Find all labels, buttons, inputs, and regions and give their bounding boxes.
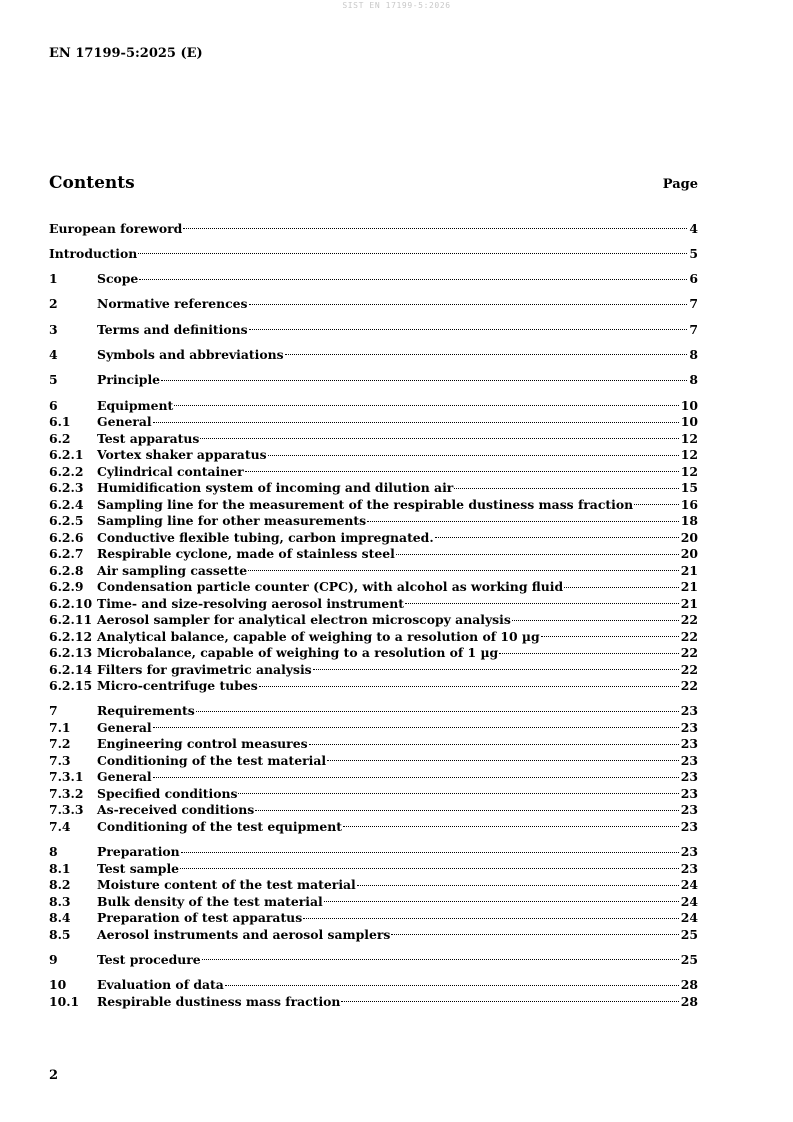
- toc-entry-page: 24: [680, 893, 698, 909]
- toc-entry-page: 21: [680, 562, 698, 578]
- toc-entry-page: 28: [680, 993, 698, 1009]
- dot-leader: [357, 873, 679, 890]
- toc-entry-number: 8: [49, 844, 58, 860]
- toc-entry-number: 7.1: [49, 719, 71, 735]
- toc-entry-number: 6.2.8: [49, 562, 84, 578]
- toc-entry-number: 6.2.1: [49, 447, 84, 463]
- toc-entry-title: Air sampling cassette: [97, 562, 248, 578]
- toc-entry-page: 6: [689, 271, 698, 287]
- toc-entry-number: 7.3.3: [49, 802, 84, 818]
- toc-entry-title: Terms and definitions: [97, 321, 248, 337]
- toc-entry-number: 10: [49, 977, 67, 993]
- toc-entry-page: 20: [680, 529, 698, 545]
- toc-entry-title: Respirable dustiness mass fraction: [97, 993, 341, 1009]
- toc-entry[interactable]: [49, 292, 698, 312]
- toc-entry-page: 23: [680, 769, 698, 785]
- toc-entry-title: Scope: [97, 271, 139, 287]
- toc-entry-number: 7.2: [49, 736, 71, 752]
- toc-entry-title: Aerosol sampler for analytical electron microscopy analysis: [97, 612, 511, 628]
- toc-entry-number: 7: [49, 703, 58, 719]
- toc-entry-page: 23: [680, 703, 698, 719]
- toc-entry-number: 6.2.3: [49, 480, 84, 496]
- toc-entry-number: 6.2.14: [49, 661, 93, 677]
- toc-entry-title: Micro-centrifuge tubes: [97, 678, 258, 694]
- toc-entry-page: 23: [680, 736, 698, 752]
- toc-entry-page: 21: [680, 595, 698, 611]
- toc-entry-page: 23: [680, 785, 698, 801]
- toc-entry-title: Preparation of test apparatus: [97, 910, 303, 926]
- toc-entry-number: 6.2.13: [49, 645, 93, 661]
- toc-entry-page: 23: [680, 752, 698, 768]
- toc-entry-page: 22: [680, 612, 698, 628]
- toc-entry-page: 4: [689, 220, 698, 236]
- toc-entry-page: 23: [680, 818, 698, 834]
- toc-entry-page: 22: [680, 661, 698, 677]
- dot-leader: [183, 216, 687, 233]
- toc-entry-title: Bulk density of the test material: [97, 893, 323, 909]
- toc-entry-page: 7: [689, 296, 698, 312]
- dot-leader: [259, 674, 679, 691]
- toc-entry-number: 6.2.4: [49, 496, 84, 512]
- toc-entry-title: General: [97, 719, 152, 735]
- dot-leader: [285, 342, 688, 359]
- toc-entry-title: Specified conditions: [97, 785, 238, 801]
- dot-leader: [200, 426, 678, 443]
- toc-entry-title: Aerosol instruments and aerosol samplers: [97, 926, 391, 942]
- toc-entry[interactable]: [49, 699, 698, 719]
- dot-leader: [303, 906, 679, 923]
- toc-entry[interactable]: [49, 947, 698, 967]
- toc-entry-page: 22: [680, 628, 698, 644]
- toc-entry-title: Time- and size-resolving aerosol instrument: [97, 595, 405, 611]
- toc-entry-title: Condensation particle counter (CPC), with alcohol as working fluid: [97, 579, 564, 595]
- toc-entry-page: 23: [680, 719, 698, 735]
- toc-entry-page: 23: [680, 844, 698, 860]
- toc-entry-page: 12: [680, 463, 698, 479]
- toc-entry-number: 2: [49, 296, 58, 312]
- toc-entry-page: 10: [680, 414, 698, 430]
- toc-entry-title: General: [97, 414, 152, 430]
- toc-entry-page: 8: [689, 372, 698, 388]
- toc-entry-number: 6.2.5: [49, 513, 84, 529]
- toc-entry-title: Evaluation of data: [97, 977, 224, 993]
- toc-entry-page: 24: [680, 910, 698, 926]
- dot-leader: [512, 608, 679, 625]
- toc-entry-number: 5: [49, 372, 58, 388]
- toc-entry-number: 9: [49, 951, 58, 967]
- dot-leader: [367, 509, 679, 526]
- toc-entry-page: 21: [680, 579, 698, 595]
- toc-entry-page: 25: [680, 951, 698, 967]
- toc-entry-title: Respirable cyclone, made of stainless steel: [97, 546, 395, 562]
- dot-leader: [249, 292, 688, 309]
- toc-entry-title: Sampling line for the measurement of the respirable dustiness mass fraction: [97, 496, 634, 512]
- toc-entry-title: Humidification system of incoming and dilution air: [97, 480, 454, 496]
- dot-leader: [343, 814, 679, 831]
- dot-leader: [248, 558, 679, 575]
- dot-leader: [196, 699, 679, 716]
- dot-leader: [153, 765, 679, 782]
- toc-entry[interactable]: [49, 368, 698, 388]
- toc-entry[interactable]: [49, 840, 698, 860]
- toc-entry-page: 15: [680, 480, 698, 496]
- page-number: 2: [49, 1068, 59, 1083]
- dot-leader: [225, 973, 679, 990]
- toc-entry-title: Conditioning of the test equipment: [97, 818, 343, 834]
- dot-leader: [181, 840, 679, 857]
- dot-leader: [454, 476, 678, 493]
- toc-entry-page: 7: [689, 321, 698, 337]
- dot-leader: [249, 317, 688, 334]
- toc-entry-page: 23: [680, 860, 698, 876]
- dot-leader: [180, 856, 679, 873]
- toc-entry-number: 6.2.12: [49, 628, 93, 644]
- toc-entry-number: 6: [49, 397, 58, 413]
- toc-entry-page: 23: [680, 802, 698, 818]
- toc-entry-number: 1: [49, 271, 58, 287]
- toc-entry-number: 8.2: [49, 877, 71, 893]
- toc-entry-number: 7.3.2: [49, 785, 84, 801]
- toc-entry-number: 6.1: [49, 414, 71, 430]
- toc-entry-number: 6.2.15: [49, 678, 93, 694]
- toc-entry-page: 18: [680, 513, 698, 529]
- toc-entry-page: 22: [680, 678, 698, 694]
- toc-entry-title: Sampling line for other measurements: [97, 513, 367, 529]
- dot-leader: [391, 922, 678, 939]
- toc-entry-number: 6.2.9: [49, 579, 84, 595]
- toc-entry-title: Vortex shaker apparatus: [97, 447, 267, 463]
- toc-entry-title: Conditioning of the test material: [97, 752, 327, 768]
- dot-leader: [313, 657, 679, 674]
- toc-entry-page: 22: [680, 645, 698, 661]
- toc-entry-number: 8.4: [49, 910, 71, 926]
- toc-entry-number: 6.2.6: [49, 529, 84, 545]
- toc-entry-page: 24: [680, 877, 698, 893]
- toc-entry-title: Test sample: [97, 860, 180, 876]
- dot-leader: [564, 575, 679, 592]
- dot-leader: [139, 267, 687, 284]
- toc-entry-title: Microbalance, capable of weighing to a resolution of 1 µg: [97, 645, 499, 661]
- dot-leader: [138, 241, 687, 258]
- dot-leader: [634, 492, 679, 509]
- dot-leader: [245, 459, 679, 476]
- dot-leader: [153, 410, 679, 427]
- document-id: EN 17199-5:2025 (E): [49, 46, 203, 61]
- toc-entry-page: 28: [680, 977, 698, 993]
- toc-entry-title: Requirements: [97, 703, 195, 719]
- toc-entry-page: 25: [680, 926, 698, 942]
- toc-entry-number: 6.2: [49, 430, 71, 446]
- toc-entry-title: Test apparatus: [97, 430, 200, 446]
- toc-entry-title: Engineering control measures: [97, 736, 308, 752]
- dot-leader: [268, 443, 679, 460]
- toc-entry-page: 8: [689, 346, 698, 362]
- toc-entry[interactable]: [49, 216, 698, 236]
- dot-leader: [327, 748, 679, 765]
- dot-leader: [324, 889, 679, 906]
- toc-entry-number: 6.2.11: [49, 612, 93, 628]
- toc-entry-title: Normative references: [97, 296, 248, 312]
- toc-entry[interactable]: [49, 317, 698, 337]
- toc-entry-number: 6.2.2: [49, 463, 84, 479]
- toc-entry-title: Cylindrical container: [97, 463, 244, 479]
- dot-leader: [396, 542, 679, 559]
- toc-entry-title: European foreword: [49, 220, 183, 236]
- dot-leader: [341, 989, 678, 1006]
- toc-entry-number: 7.3.1: [49, 769, 84, 785]
- toc-entry[interactable]: [49, 241, 698, 261]
- toc-entry-number: 4: [49, 346, 58, 362]
- toc-entry-title: Filters for gravimetric analysis: [97, 661, 312, 677]
- toc-entry-number: 6.2.10: [49, 595, 93, 611]
- dot-leader: [435, 525, 679, 542]
- toc-entry-number: 8.3: [49, 893, 71, 909]
- toc-entry-title: General: [97, 769, 152, 785]
- toc-entry-number: 8.1: [49, 860, 71, 876]
- watermark: SIST EN 17199-5:2026: [342, 1, 451, 10]
- toc-entry-title: Analytical balance, capable of weighing to a resolution of 10 µg: [97, 628, 540, 644]
- dot-leader: [499, 641, 679, 658]
- toc-entry-title: Equipment: [97, 397, 174, 413]
- dot-leader: [202, 947, 679, 964]
- dot-leader: [405, 591, 679, 608]
- toc-entry-number: 10.1: [49, 993, 80, 1009]
- toc-entry-number: 6.2.7: [49, 546, 84, 562]
- toc-entry-number: 3: [49, 321, 58, 337]
- toc-entry-title: Conductive flexible tubing, carbon impregnated.: [97, 529, 434, 545]
- page-column-label: Page: [662, 177, 698, 192]
- toc-entry-number: 7.4: [49, 818, 71, 834]
- toc-entry-page: 20: [680, 546, 698, 562]
- toc-entry-page: 10: [680, 397, 698, 413]
- toc-entry-title: Moisture content of the test material: [97, 877, 356, 893]
- dot-leader: [153, 715, 679, 732]
- toc-entry-title: Preparation: [97, 844, 180, 860]
- toc-entry-title: As-received conditions: [97, 802, 255, 818]
- dot-leader: [541, 624, 679, 641]
- toc-entry-title: Introduction: [49, 245, 138, 261]
- dot-leader: [238, 781, 678, 798]
- toc-entry-page: 5: [689, 245, 698, 261]
- toc-entry-page: 16: [680, 496, 698, 512]
- toc-entry-number: 8.5: [49, 926, 71, 942]
- toc-entry[interactable]: [49, 393, 698, 413]
- toc-entry[interactable]: [49, 973, 698, 993]
- dot-leader: [255, 798, 679, 815]
- toc-entry[interactable]: [49, 342, 698, 362]
- toc-entry-page: 12: [680, 447, 698, 463]
- dot-leader: [161, 368, 687, 385]
- toc-entry-title: Test procedure: [97, 951, 201, 967]
- toc-entry-number: 7.3: [49, 752, 71, 768]
- contents-heading: Contents: [49, 173, 135, 193]
- dot-leader: [174, 393, 679, 410]
- toc-entry[interactable]: [49, 267, 698, 287]
- dot-leader: [309, 732, 679, 749]
- table-of-contents: [49, 216, 698, 1009]
- toc-entry-title: Symbols and abbreviations: [97, 346, 284, 362]
- toc-entry-page: 12: [680, 430, 698, 446]
- toc-entry-title: Principle: [97, 372, 161, 388]
